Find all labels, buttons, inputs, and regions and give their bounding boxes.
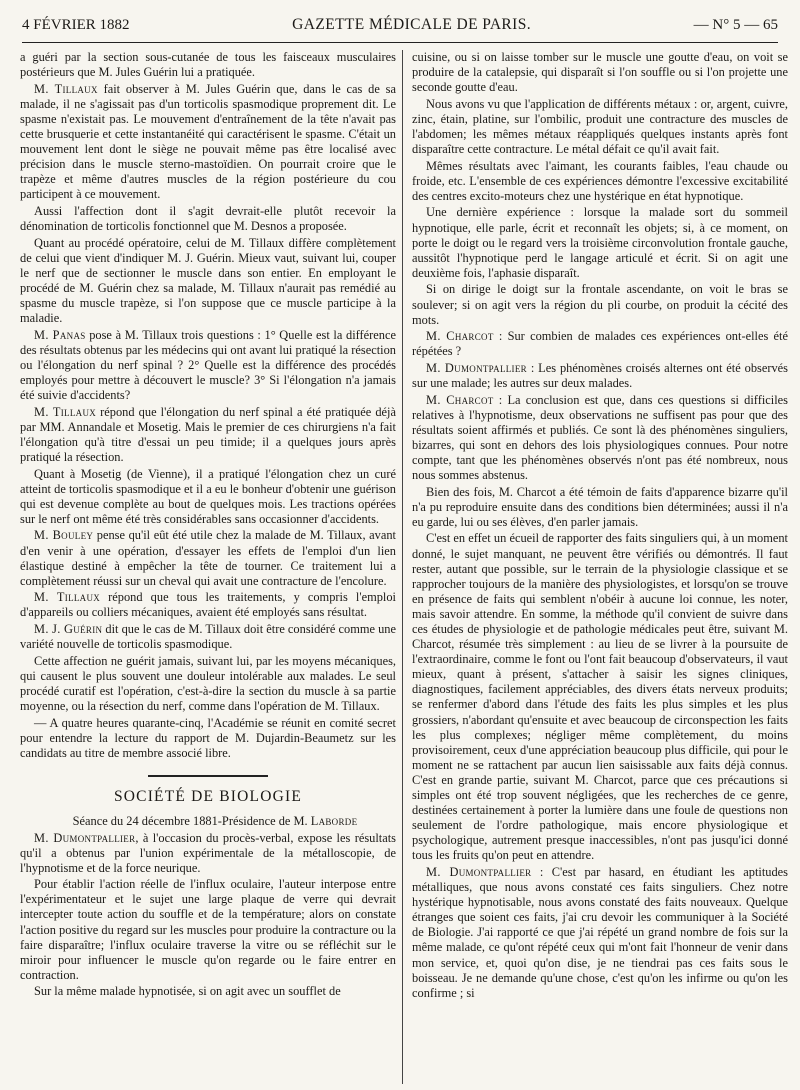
speaker-name: M. Charcot — [426, 329, 494, 344]
paragraph-text: Cette affection ne guérit jamais, suivant lui, par les moyens mécaniques, qui causent le plus souvent une douleur intolérable aux malades. Le seul procédé curatif est l'opération, c'est-à-dire la section du muscle à sa partie moyenne, ou la résection du nerf, comme dans l'opération de M. Tillaux. — [20, 653, 396, 713]
header-date: 4 FÉVRIER 1882 — [22, 17, 130, 33]
column-divider — [402, 50, 403, 1084]
paragraph — [412, 865, 788, 1001]
section-title: SOCIÉTÉ DE BIOLOGIE — [113, 787, 303, 805]
speaker-name: M. Dumontpallier — [426, 864, 532, 879]
paragraph — [20, 50, 396, 80]
paragraph — [412, 282, 788, 327]
paragraph-text: a guéri par la section sous-cutanée de tous les faisceaux musculaires postérieurs que M. Jules Guérin lui a pratiquée. — [20, 50, 396, 80]
paragraph-text: Mêmes résultats avec l'aimant, les courants faibles, l'eau chaude ou froide, etc. L'ensemble de ces expériences démontre l'excessive excitabilité des centres excito-moteurs chez une hystérique en état hypnotique. — [412, 158, 788, 203]
speaker-name: M. J. Guérin — [34, 621, 103, 636]
paragraph-text: Une dernière expérience : lorsque la malade sort du sommeil hypnotique, elle parle, écrit et reconnaît les objets; si, à ce moment, on porte le doigt ou le regard vers la troisième circonvolution frontale gauche, aussitôt l'hypnotique perd le langage articulé et écrit. Si on agit une deuxième fois, l'aphasie disparaît. — [412, 205, 788, 280]
paragraph — [412, 393, 788, 484]
paragraph — [20, 984, 396, 999]
paragraph-text: : Les phénomènes croisés alternes ont été observés sur une malade; les autres sur deux malades. — [412, 360, 788, 390]
session-prefix: Séance du 24 décembre 1881-Présidence de M. — [72, 813, 311, 828]
paragraph — [412, 50, 788, 95]
paragraph-text: Sur la même malade hypnotisée, si on agit avec un soufflet de — [34, 984, 341, 999]
paragraph — [20, 654, 396, 714]
speaker-name: M. Tillaux — [34, 404, 97, 419]
paragraph — [20, 831, 396, 876]
paragraph — [412, 159, 788, 204]
speaker-name: M. Bouley — [34, 528, 94, 543]
paragraph — [20, 405, 396, 465]
paragraph-text: Bien des fois, M. Charcot a été témoin de faits d'apparence bizarre qu'il n'a pu reproduire ensuite dans des conditions bien déterminées; aussi il n'a eu garde, lui ou ses élèves, d'en parler jamais. — [412, 484, 788, 529]
session-president: Laborde — [310, 813, 358, 828]
paragraph — [20, 590, 396, 620]
header-rule — [22, 42, 778, 43]
paragraph — [412, 205, 788, 280]
speaker-name: M. Tillaux — [34, 81, 98, 96]
paragraph-text: Pour établir l'action réelle de l'influx oculaire, l'auteur interpose entre l'expérimentateur et le sujet une large plaque de verre qui devrait intercepter toute action du souffle et de la température; alors on constate l'action positive du regard sur les muscles pour produire la contracture ou la faire disparaître; l'influx oculaire traverse la vitre ou se réfléchit sur le miroir pour influencer le muscle qu'on regarde ou le faire entrer en contraction. — [20, 877, 396, 982]
paragraph — [412, 329, 788, 359]
paragraph-text: Quant au procédé opératoire, celui de M. Tillaux diffère complètement de celui que vient d'indiquer M. J. Guérin. Mieux vaut, suivant lui, couper le nerf que de sectionner le muscle dans son entier. En employant le procédé de M. Guérin chez sa malade, M. Tillaux n'aurait pas remédié au spasme du muscle trapèze, si l'on suppose que ce muscle participe à la maladie. — [20, 235, 396, 326]
paragraph — [20, 82, 396, 203]
paragraph — [20, 328, 396, 403]
paragraph — [20, 467, 396, 527]
paragraph-text: : La conclusion est que, dans ces questions si difficiles relatives à l'hypnotisme, deux observations ne suffisent pas pour que des résultats soient affirmés et publiés. Ce sont là des phénomènes singuliers, bizarres, qui sont en dehors des lois physiologiques connues. Pour notre compte, tant que les phénomènes observés n'ont pas été nombreux, nous nous sommes abstenus. — [412, 392, 788, 483]
journal-title: GAZETTE MÉDICALE DE PARIS. — [292, 16, 532, 33]
page-header — [22, 16, 778, 42]
left-paragraphs-continued — [20, 831, 396, 1000]
paragraph — [20, 236, 396, 327]
right-column — [412, 50, 788, 1084]
paragraph-text: cuisine, ou si on laisse tomber sur le muscle une goutte d'eau, on voit se produire de la catalepsie, qui disparaît si l'on souffle ou si l'on projette une seconde goutte d'eau. — [412, 50, 788, 95]
left-column — [20, 50, 396, 1084]
paragraph — [412, 531, 788, 863]
paragraph-text: pense qu'il eût été utile chez la malade de M. Tillaux, avant d'en venir à une opération, d'essayer les effets de l'emploi d'un lien élastique destiné à empêcher la tête de tourner. Ce traitement lui a complètement réussi sur un cheval qui avait une contracture de l'encolure. — [20, 528, 396, 588]
paragraph-text: — A quatre heures quarante-cinq, l'Académie se réunit en comité secret pour entendre la lecture du rapport de M. Dujardin-Beaumetz sur les candidats au titre de membre associé libre. — [20, 715, 396, 760]
paragraph-text: C'est en effet un écueil de rapporter des faits singuliers qui, à un moment donné, le sujet manquant, ne peuvent être vérifiés ou démontrés. Il faut rester, autant que possible, sur le terrain de la physiologie classique et se rapprocher toujours de la manière des physiologistes, et lorsqu'on se trouve en présence de faits qui semblent n'obéir à aucune loi connue, les noter, mais savoir attendre. En somme, la méthode qu'il convient de suivre dans ces études de physiologie et de pathologie médicales peut être, suivant M. Charcot, résumée très simplement : au lieu de se livrer à la poursuite de l'extraordinaire, comme le font ou l'ont fait beaucoup d'observateurs, il vaut mieux, quant à présent, s'attacher à saisir les signes cliniques, diagnostiques, facilement appréciables, des divers états nerveux produits; se renfermer d'abord dans l'étude des faits les plus simples et les plus grossiers, n'abordant qu'ensuite et avec beaucoup de circonspection les faits les plus complexes; négliger même complètement, du moins provisoirement, ceux d'une appréciation beaucoup plus difficile, qui pour le moment ne se rattachent par aucun lien saisissable aux faits déjà connus. C'est en grande partie, suivant M. Charcot, parce que ces précautions si simples ont été trop souvent négligées, que les recherches de ce genre, destinées certainement à porter la lumière dans une foule de questions non seulement de l'ordre pathologique, mais encore physiologique et psychologique, autrement presque inaccessibles, n'ont pas jusqu'ici donné tous les fruits qu'on peut en attendre. — [412, 531, 788, 863]
session-line — [20, 814, 396, 829]
speaker-name: M. Dumontpallier — [426, 360, 527, 375]
paragraph — [20, 528, 396, 588]
paragraph — [20, 622, 396, 652]
paragraph — [20, 204, 396, 234]
left-paragraphs — [20, 50, 396, 761]
speaker-name: M. Tillaux — [34, 590, 101, 605]
paragraph-text: Aussi l'affection dont il s'agit devrait-elle plutôt recevoir la dénomination de torticolis fonctionnel que M. Desnos a proposée. — [20, 203, 396, 234]
paragraph-text: répond que tous les traitements, y compris l'emploi d'appareils ou colliers mécaniques, avaient été employés sans résultat. — [20, 590, 396, 620]
paragraph — [20, 877, 396, 983]
paragraph-text: Si on dirige le doigt sur la frontale ascendante, on voit le bras se soulever; si on agit vers la région du pli courbe, on produit la cécité des mots. — [412, 282, 788, 327]
paragraph-text: répond que l'élongation du nerf spinal a été pratiquée déjà par MM. Annandale et Mosetig. Mais le premier de ces chirurgiens n'a fait l'élongation qu'à titre d'essai un peu timide; il a quelques jours après pratiqué la résection. — [20, 404, 396, 464]
paragraph-text: Nous avons vu que l'application de différents métaux : or, argent, cuivre, zinc, étain, platine, sur l'ombilic, produit une contracture des muscles de l'abdomen; les mêmes métaux réappliqués quelques instants après font disparaître cette contracture. Le métal défait ce qu'il avait fait. — [412, 96, 788, 157]
paragraph-text: : Sur combien de malades ces expériences ont-elles été répétées ? — [412, 329, 788, 359]
paragraph — [20, 716, 396, 761]
paragraph-text: : C'est par hasard, en étudiant les aptitudes métalliques, que nous avons constaté ces faits singuliers. Chez notre hystérique hypnotisable, nous avons constaté des faits nouveaux. Quelque étranges que soient ces faits, j'ai cru devoir les communiquer à la Société de Biologie. J'ai rapporté ce que j'ai répété un grand nombre de fois sur la même malade, ce qu'ont répété ceux qui m'ont fait l'honneur de venir dans mon service, et, quoi qu'on dise, je ne tiendrai pas ces faits sous le boisseau. Je ne demande qu'une chose, c'est qu'on les infirme ou qu'on les confirme ; si — [412, 864, 788, 1000]
speaker-name: M. Dumontpallier — [34, 830, 136, 845]
right-paragraphs — [412, 50, 788, 1009]
paragraph-text: pose à M. Tillaux trois questions : 1° Quelle est la différence des résultats obtenus par les médecins qui ont avant lui pratiqué la résection ou l'élongation du nerf spinal ? 2° Quelle est la différence des procédés employés pour mettre à découvert le muscle? 3° Si l'élongation n'a jamais été suivie d'accidents? — [20, 327, 396, 403]
paragraph — [412, 485, 788, 530]
paragraph — [412, 97, 788, 157]
section-separator — [148, 775, 268, 777]
paragraph-text: , à l'occasion du procès-verbal, expose les résultats qu'il a obtenus par l'union expérimentale de la métalloscopie, de l'hypnotisme et de la force neurique. — [20, 830, 396, 875]
paragraph-text: Quant à Mosetig (de Vienne), il a pratiqué l'élongation chez un curé atteint de torticolis spasmodique et il a eu le bonheur d'obtenir une guérison qui est devenue complète au bout de quelques mois. Les tractions opérées sur le nerf ont même été très considérables sans occasionner d'accidents. — [20, 466, 396, 526]
paragraph-text: dit que le cas de M. Tillaux doit être considéré comme une variété nouvelle de torticolis spasmodique. — [20, 621, 396, 652]
paragraph-text: fait observer à M. Jules Guérin que, dans le cas de sa malade, il ne s'agissait pas d'un torticolis spasmodique proprement dit. Le spasme n'existait pas. Le mouvement d'entraînement de la tête n'avait pas cette brusquerie et cette instantanéité qui caractérisent le spasme. C'était un mouvement lent dont le siège ne pouvait même pas être localisé avec précision dans le muscle sterno-mastoïdien. On pourrait croire que le trapèze et même d'autres muscles de la région postérieure du cou participent à ce mouvement. — [20, 81, 396, 202]
paragraph — [412, 361, 788, 391]
speaker-name: M. Charcot — [426, 392, 494, 407]
paragraph-gap — [412, 1002, 788, 1009]
issue-page-number: — N° 5 — 65 — [693, 17, 778, 33]
speaker-name: M. Panas — [34, 327, 86, 342]
